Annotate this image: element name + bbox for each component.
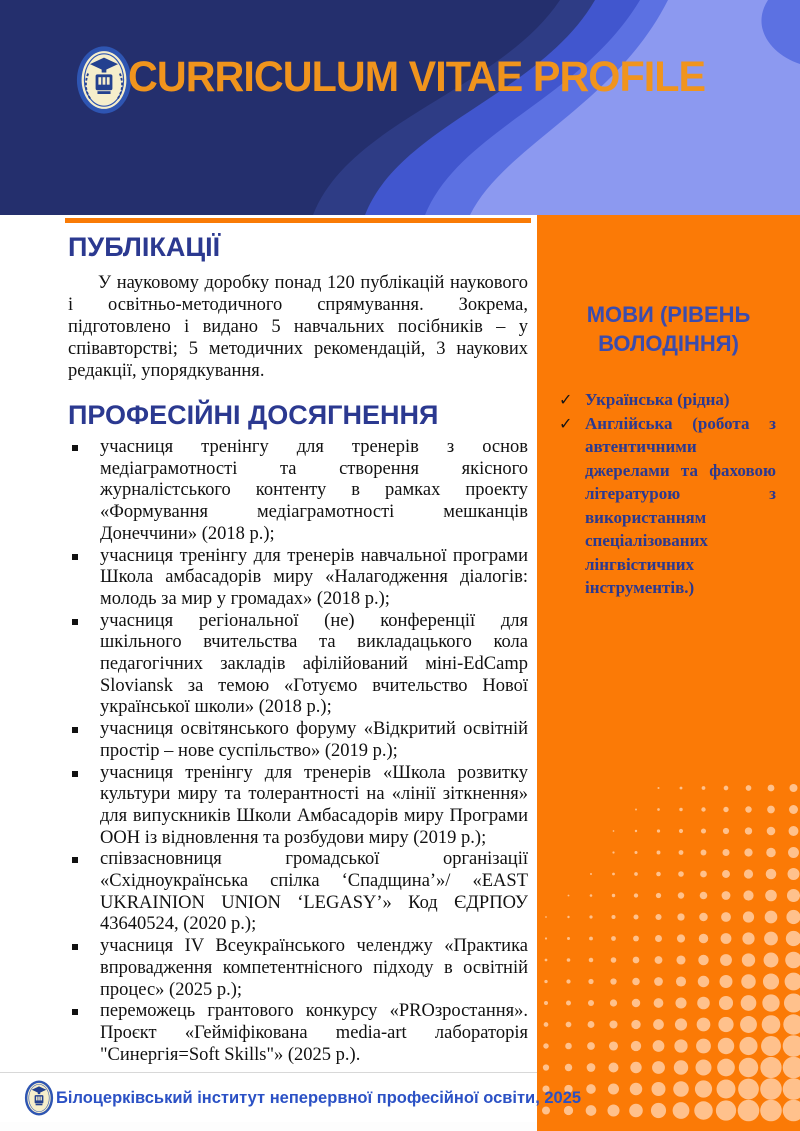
achievement-item: учасниця тренінгу для тренерів навчальної програми Школа амбасадорів миру «Налагодження діалогів: молодь за мир у громадах» (2018 р.); bbox=[68, 546, 528, 611]
check-icon: ✓ bbox=[559, 413, 573, 433]
page-footer bbox=[0, 1072, 582, 1124]
language-item bbox=[559, 412, 776, 600]
achievement-item: співзасновниця громадської організації «Східноукраїнська спілка ‘Спадщина’»/ «EAST UKRAINION UNION ‘LEGASY’» Код ЄДРПОУ 43640524, (2020 р.); bbox=[68, 849, 528, 936]
language-item bbox=[559, 388, 776, 412]
language-item-label: Українська (рідна) bbox=[585, 390, 730, 409]
achievements-list bbox=[68, 437, 528, 1066]
page-title: CURRICULUM VITAE PROFILE bbox=[128, 53, 706, 101]
achievement-item: учасниця регіональної (не) конференції для шкільного вчительства та викладацького кола педагогічних закладів афілійований міні-EdCamp Sloviansk за темою «Готуємо вчительство Нової української школи» (2018 р.); bbox=[68, 611, 528, 720]
publications-paragraph: У науковому доробку понад 120 публікацій наукового і освітньо-методичного спрямування. Зокрема, підготовлено і видано 5 навчальних посібників – у співавторстві; 5 методичних рекомендацій, 3 наукових редакції, упорядкування. bbox=[68, 273, 528, 381]
page-header bbox=[0, 0, 800, 215]
languages-sidebar bbox=[537, 215, 800, 1131]
achievement-item: учасниця тренінгу для тренерів «Школа розвитку культури миру та толерантності на «лінії зіткнення» для випускників Школи Амбасадорів миру Програми ООН із відновлення та розбудови миру (2019 р.); bbox=[68, 763, 528, 850]
page-bottom-edge bbox=[0, 1122, 537, 1131]
languages-heading: МОВИ (РІВЕНЬ ВОЛОДІННЯ) bbox=[586, 302, 751, 356]
language-item-label: Англійська (робота з автентичними джерелами та фаховою літературою з використанням спеціалізованих лінгвістичних інструментів.) bbox=[585, 413, 776, 597]
footer-text: Білоцерківський інститут неперервної професійної освіти, 2025 bbox=[56, 1088, 582, 1107]
check-icon: ✓ bbox=[559, 390, 573, 409]
achievements-heading: ПРОФЕСІЙНІ ДОСЯГНЕННЯ bbox=[68, 400, 439, 430]
achievement-item: учасниця IV Всеукраїнського челенджу «Практика впровадження компетентнісного підходу в освітній процес» (2025 р.); bbox=[68, 936, 528, 1001]
achievement-item: учасниця освітянського форуму «Відкритий освітній простір – нове суспільство» (2019 р.); bbox=[68, 719, 528, 762]
institute-logo-icon bbox=[76, 45, 132, 115]
publications-heading: ПУБЛІКАЦІЇ bbox=[68, 232, 221, 262]
orange-accent-rule bbox=[65, 218, 531, 223]
achievement-item: учасниця тренінгу для тренерів з основ медіаграмотності та створення якісного журналістського контенту в рамках проекту «Формування медіаграмотності мешканців Донеччини» (2018 р.); bbox=[68, 437, 528, 546]
main-content-column bbox=[0, 215, 537, 1131]
languages-list bbox=[537, 388, 800, 600]
institute-logo-icon bbox=[24, 1080, 54, 1116]
halftone-dots-decoration bbox=[537, 779, 800, 1131]
achievement-item: переможець грантового конкурсу «PROзростання». Проєкт «Гейміфікована media-art лабораторія "Синергія=Soft Skills"» (2025 р.). bbox=[68, 1001, 528, 1066]
